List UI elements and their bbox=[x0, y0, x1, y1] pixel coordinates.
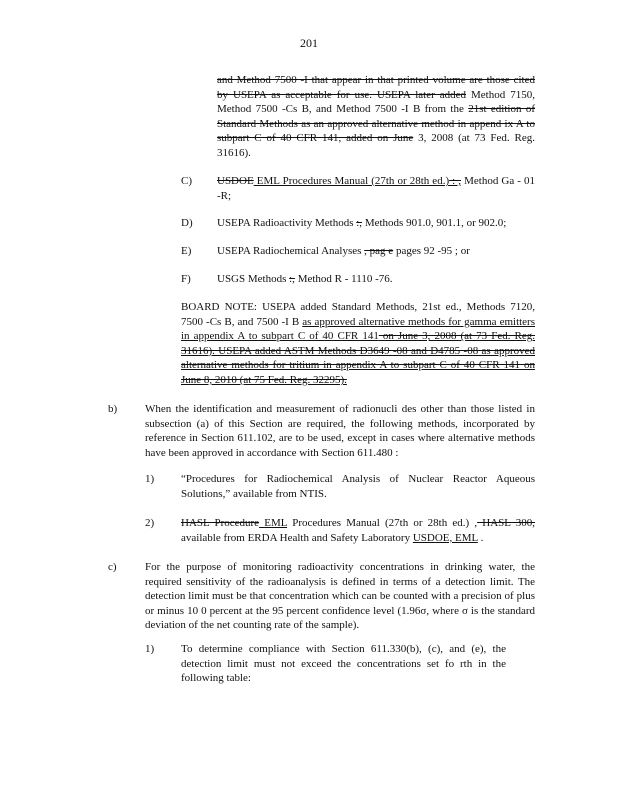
paragraph-text: Method Ga - 01 -R; bbox=[217, 175, 535, 202]
item-e-text bbox=[217, 244, 535, 259]
paragraph-text: 3, 2008 (at 73 Fed. Reg. 31616). bbox=[217, 132, 535, 159]
item-label-b1: 1) bbox=[145, 473, 155, 485]
item-b2-text bbox=[181, 516, 535, 545]
board-note bbox=[181, 300, 535, 388]
paragraph-text: . bbox=[477, 531, 484, 544]
paragraph-text: Procedures Manual (27th or 28th ed.) , bbox=[287, 517, 478, 529]
item-label-c1: 1) bbox=[145, 643, 155, 655]
para-label-c: c) bbox=[108, 561, 117, 573]
item-c1-text: To determine compliance with Section 611.330(b), (c), and (e), the detection limit must not exceed the concentrations set fo rth in the following table: bbox=[181, 643, 506, 685]
item-b1-text: “Procedures for Radiochemical Analysis of Nuclear Reactor Aqueous Solutions,” available from NTIS. bbox=[181, 473, 535, 500]
struck-text: :, bbox=[356, 217, 363, 229]
struck-text: HASL Procedure bbox=[181, 517, 260, 529]
struck-text: :, bbox=[289, 273, 295, 285]
item-c-text bbox=[217, 174, 535, 203]
item-d-text bbox=[217, 216, 535, 231]
paragraph-text: BOARD NOTE: USEPA added Standard Methods, 21st ed., Methods 7120, 7500 -Cs B, and 7500 -I B bbox=[181, 301, 535, 328]
item-label-d: D) bbox=[181, 217, 193, 229]
para-label-b: b) bbox=[108, 403, 118, 415]
inserted-text: EML Procedures Manual (27th or 28th ed.) bbox=[253, 175, 450, 187]
paragraph-text: USEPA Radioactivity Methods bbox=[217, 217, 357, 229]
paragraph-text: Methods 901.0, 901.1, or 902.0; bbox=[362, 217, 507, 229]
item-label-b2: 2) bbox=[145, 517, 155, 529]
struck-text: HASL 300, bbox=[477, 517, 535, 529]
struck-text: on June 3, 2008 (at 73 Fed. Reg. 31616). USEPA added ASTM Methods D3649 -08 and D4785 -08 as approved alternative methods for tritium in appendix A to subpart C of 40 CFR 141 on June 8, 2010 (at 75 Fed. Reg. 32295). bbox=[181, 330, 535, 386]
struck-text: USDOE bbox=[217, 175, 254, 187]
para-b-text: When the identification and measurement of radionucli des other than those listed in subsection (a) of this Section are required, the following methods, incorporated by reference in Section 611.102, are to be used, except in cases where alternative methods have been approved in accordance with Section 611.480 : bbox=[145, 403, 535, 459]
inserted-text: as approved alternative methods for gamma emitters in appendix A to subpart C of 40 CFR 141 bbox=[181, 315, 536, 343]
struck-text: 21st edition of Standard Methods as an approved alternative method in append ix A to subpart C of 40 CFR 141, added on June bbox=[217, 103, 535, 145]
paragraph-text: Method 7150, Method 7500 -Cs B, and Method 7500 -I B from the bbox=[217, 88, 535, 116]
continued-paragraph bbox=[217, 73, 535, 161]
paragraph-text: USGS Methods bbox=[217, 273, 290, 285]
struck-text: : , bbox=[449, 175, 462, 187]
item-label-e: E) bbox=[181, 245, 192, 257]
struck-text: , pag e bbox=[364, 245, 394, 257]
item-f-text bbox=[217, 272, 535, 287]
paragraph-text: available from ERDA Health and Safety Laboratory bbox=[181, 531, 413, 544]
paragraph-text: Method R - 1110 -76. bbox=[294, 273, 393, 285]
item-label-c: C) bbox=[181, 175, 192, 187]
paragraph-text: USEPA Radiochemical Analyses bbox=[217, 245, 365, 257]
inserted-text: EML bbox=[259, 517, 288, 529]
struck-text: and Method 7500 -I that appear in that printed volume are those cited by USEPA as acceptable for use. USEPA later added bbox=[217, 74, 535, 101]
paragraph-text: pages 92 -95 ; or bbox=[393, 245, 470, 257]
item-label-f: F) bbox=[181, 273, 191, 285]
para-c-text: For the purpose of monitoring radioactivity concentrations in drinking water, the required sensitivity of the radioanalysis is defined in terms of a detection limit. The detection limit must be that concentration which can be counted with a precision of plus or minus 10 0 percent at the 95 percent confidence level (1.96σ, where σ is the standard deviation of the net counting rate of the sample). bbox=[145, 561, 535, 632]
page-number: 201 bbox=[300, 36, 318, 50]
inserted-text: USDOE, EML bbox=[412, 531, 478, 544]
